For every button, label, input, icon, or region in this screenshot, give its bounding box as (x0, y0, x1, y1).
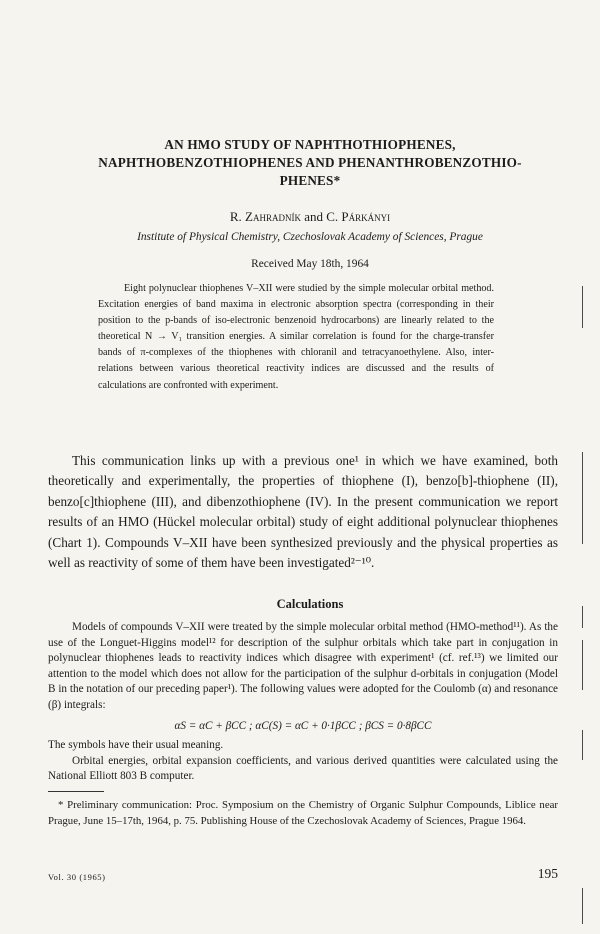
calculations-paragraph-3: Orbital energies, orbital expansion coefficients, and various derived quantities were calculated using the National Elliott 803 B computer. (48, 754, 558, 783)
article-title (40, 136, 580, 190)
section-heading-calculations: Calculations (276, 597, 344, 611)
margin-mark-2 (582, 452, 583, 544)
author1-surname: Zahradník (245, 209, 301, 224)
margin-mark-3 (582, 606, 583, 628)
received-date: Received May 18th, 1964 (251, 258, 369, 270)
integral-formula: αS = αC + βCC ; αC(S) = αC + 0·1βCC ; βCS = 0·8βCC (174, 719, 432, 732)
intro-paragraph: This communication links up with a previous one¹ in which we have examined, both theoretically and experimentally, the properties of thiophene (I), benzo[b]-thiophene (II), benzo[c]thiophene (III), and dibenzothiophene (IV). In the present communication we report results of an HMO (Hückel molecular orbital) study of eight additional polynuclear thiophenes (Chart 1). Compounds V–XII have been synthesized previously and the physical properties as well as reactivity of some of them have been investigated²⁻¹⁰. (48, 453, 558, 571)
calculations-paragraph-2: The symbols have their usual meaning. (48, 739, 224, 752)
margin-mark-1 (582, 286, 583, 328)
author-conjunction: and (300, 209, 327, 224)
margin-mark-6 (582, 888, 583, 924)
margin-mark-5 (582, 730, 583, 760)
margin-mark-4 (582, 640, 583, 690)
affiliation: Institute of Physical Chemistry, Czechoslovak Academy of Sciences, Prague (137, 231, 483, 243)
footnote-divider (48, 791, 104, 792)
page-number: 195 (537, 866, 558, 881)
title-line-3: PHENES* (279, 173, 341, 188)
title-line-2: NAPHTHOBENZOTHIOPHENES AND PHENANTHROBENZOTHIO- (98, 155, 522, 170)
author2-initial: C. (326, 209, 342, 224)
title-line-1: AN HMO STUDY OF NAPHTHOTHIOPHENES, (164, 137, 456, 152)
author2-surname: Párkányi (341, 209, 391, 224)
author-line (40, 209, 580, 225)
abstract: Eight polynuclear thiophenes V–XII were studied by the simple molecular orbital method. Excitation energies of band maxima in electronic absorption spectra (corresponding in their position to the p-bands of iso-electronic benzenoid hydrocarbons) are linearly related to the theoretical N → V₁ transition energies. A similar correlation is found for the charge-transfer bands of π-complexes of the thiophenes with chloranil and tetracyanoethylene. Also, inter-relations between various theoretical reactivity indices are discussed and the results of calculations are confronted with experiment. (98, 283, 494, 391)
calculations-paragraph-1: Models of compounds V–XII were treated by the simple molecular orbital method (HMO-method¹¹). As the use of the Longuet-Higgins model¹² for description of the sulphur orbitals which take part in conjugation in polynuclear thiophenes leads to reactivity indices which disagree with experiment¹ (cf. ref.¹³) we limited our attention to the model which does not allow for the participation of the sulphur d-orbitals in conjugation (Model B in the notation of our preceding paper¹). The following values were adopted for the Coulomb (α) and resonance (β) integrals: (48, 621, 558, 711)
calculations-body (48, 620, 558, 785)
footnote: * Preliminary communication: Proc. Symposium on the Chemistry of Organic Sulphur Compounds, Liblice near Prague, June 15–17th, 1964, p. 75. Publishing House of the Czechoslovak Academy of Sciences, Prague 1964. (48, 799, 558, 827)
volume-label: Vol. 30 (1965) (48, 872, 106, 882)
author1-initial: R. (229, 209, 246, 224)
